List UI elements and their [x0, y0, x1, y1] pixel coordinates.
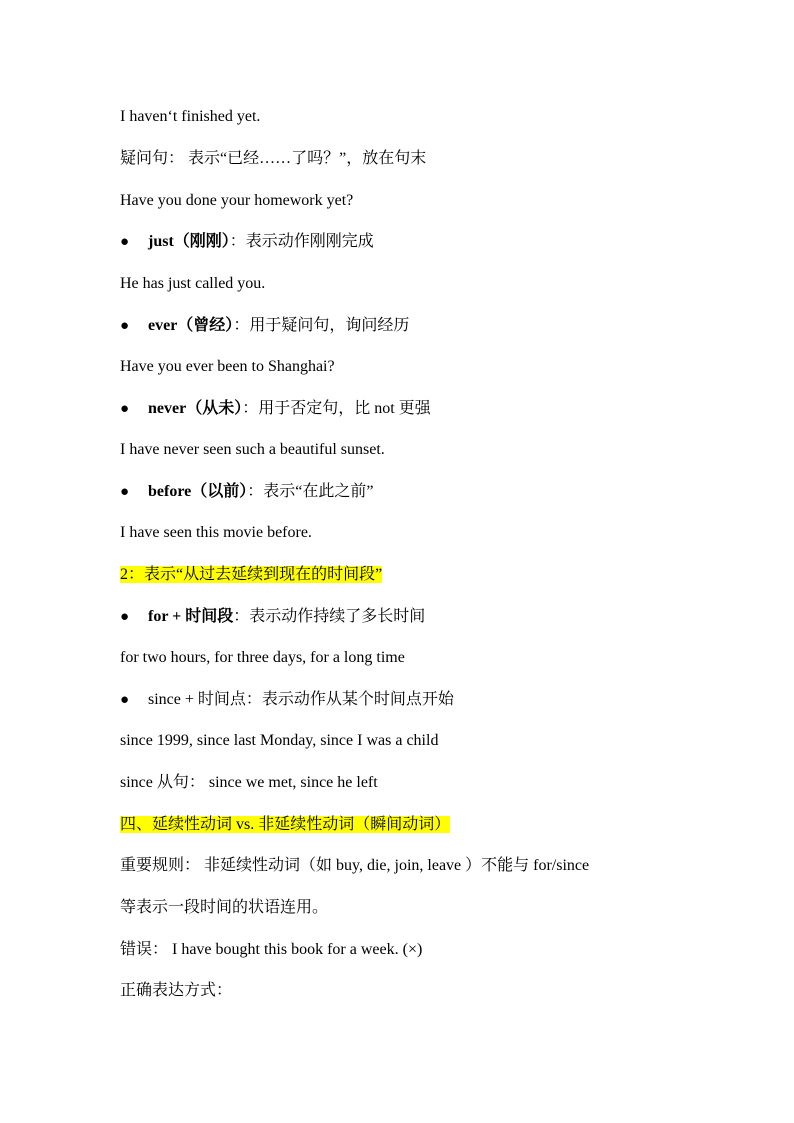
keyword: never（从未）	[148, 400, 243, 417]
error-example: 错误： I have bought this book for a week. (×)	[120, 941, 423, 958]
bullet-item-just	[120, 231, 374, 253]
section-heading	[120, 814, 450, 836]
rule-text: 正确表达方式：	[120, 982, 233, 999]
highlighted-heading: 四、延续性动词 vs. 非延续性动词（瞬间动词）	[120, 816, 451, 833]
bullet-item-before	[120, 481, 373, 503]
section-heading	[120, 564, 382, 586]
bullet-item-since	[120, 689, 454, 711]
bullet-item-for	[120, 606, 425, 628]
bullet-icon: ●	[120, 234, 130, 250]
keyword-description: ：表示动作刚刚完成	[229, 233, 374, 250]
bullet-text: since + 时间点：表示动作从某个时间点开始	[148, 691, 454, 708]
example-phrases: since 1999, since last Monday, since I was a child	[120, 732, 439, 749]
bullet-icon: ●	[120, 318, 130, 334]
example-sentence: He has just called you.	[120, 275, 266, 292]
example-phrases: since 从句： since we met, since he left	[120, 774, 378, 791]
bullet-icon: ●	[120, 692, 130, 708]
rule-text: 疑问句： 表示“已经……了吗？”，放在句末	[120, 150, 427, 167]
example-sentence: I have seen this movie before.	[120, 524, 312, 541]
keyword: for + 时间段	[148, 608, 234, 625]
keyword-description: ：用于疑问句，询问经历	[233, 317, 410, 334]
example-sentence: I haven‘t finished yet.	[120, 108, 261, 125]
highlighted-heading: 2：表示“从过去延续到现在的时间段”	[120, 566, 383, 583]
keyword-description: ：表示“在此之前”	[247, 483, 374, 500]
keyword-description: ：表示动作持续了多长时间	[233, 608, 426, 625]
rule-text: 等表示一段时间的状语连用。	[120, 899, 329, 916]
example-sentence: Have you done your homework yet?	[120, 192, 354, 209]
bullet-icon: ●	[120, 609, 130, 625]
bullet-item-never	[120, 398, 431, 420]
rule-text: 重要规则： 非延续性动词（如 buy, die, join, leave ）不能与 for/since	[120, 857, 590, 874]
bullet-icon: ●	[120, 484, 130, 500]
example-phrases: for two hours, for three days, for a long time	[120, 649, 405, 666]
keyword-description: ：用于否定句，比 not 更强	[242, 400, 431, 417]
bullet-icon: ●	[120, 401, 130, 417]
keyword: just（刚刚）	[148, 233, 230, 250]
keyword: before（以前）	[148, 483, 248, 500]
keyword: ever（曾经）	[148, 317, 234, 334]
example-sentence: Have you ever been to Shanghai?	[120, 358, 335, 375]
example-sentence: I have never seen such a beautiful sunset.	[120, 441, 385, 458]
bullet-item-ever	[120, 315, 409, 337]
